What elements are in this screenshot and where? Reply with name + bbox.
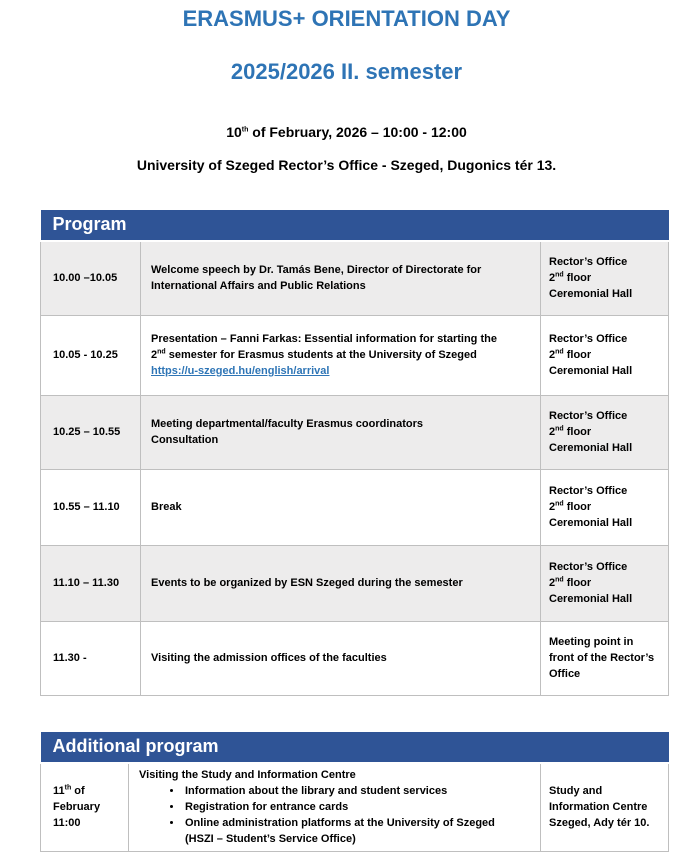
- description-text: Visiting the admission offices of the faculties: [151, 652, 387, 664]
- additional-program-table: [40, 732, 669, 852]
- additional-table-title: Additional program: [41, 732, 669, 763]
- time-cell: [41, 545, 141, 621]
- location-text: Study and Information Centre Szeged, Ady tér 10.: [549, 785, 650, 829]
- description-text: Presentation – Fanni Farkas: Essential information for starting the 2nd semester for Erasmus students at the University of Szeged: [151, 333, 497, 361]
- location-text: Meeting point in front of the Rector’s Office: [549, 636, 655, 680]
- description-text: Meeting departmental/faculty Erasmus coordinators Consultation: [151, 418, 424, 446]
- time-text: 10.55 – 11.10: [53, 501, 120, 513]
- description-text: Break: [151, 501, 182, 513]
- location-cell: [541, 241, 669, 315]
- bullet-text: Information about the library and student services: [185, 784, 448, 797]
- description-cell: [129, 763, 541, 852]
- program-row: [41, 241, 669, 315]
- arrival-link[interactable]: https://u-szeged.hu/english/arrival: [151, 365, 330, 377]
- bullet-item: [183, 815, 534, 847]
- description-cell: [141, 469, 541, 545]
- time-cell: [41, 395, 141, 469]
- bullet-list: [139, 783, 534, 847]
- additional-table-head: [41, 732, 669, 763]
- bullet-text: Registration for entrance cards: [185, 800, 349, 813]
- bullet-item: [183, 783, 534, 799]
- main-title: ERASMUS+ ORIENTATION DAY: [182, 6, 511, 31]
- program-row: [41, 545, 669, 621]
- description-cell: [141, 315, 541, 395]
- description-cell: [141, 621, 541, 695]
- time-text: 11th of February 11:00: [53, 784, 101, 829]
- location-text: Rector’s Office 2nd floor Ceremonial Hall: [549, 561, 633, 605]
- location-text: Rector’s Office 2nd floor Ceremonial Hall: [549, 410, 633, 454]
- location-text: Rector’s Office 2nd floor Ceremonial Hall: [549, 333, 633, 377]
- program-row: [41, 469, 669, 545]
- bullet-text: Online administration platforms at the University of Szeged (HSZI – Student’s Service Office): [185, 816, 495, 845]
- location-cell: [541, 621, 669, 695]
- additional-table-body: [41, 763, 669, 852]
- description-text: Events to be organized by ESN Szeged during the semester: [151, 577, 463, 589]
- additional-header-row: [41, 732, 669, 763]
- time-text: 10.00 –10.05: [53, 272, 118, 285]
- location-cell: [541, 763, 669, 852]
- program-header-row: [41, 210, 669, 241]
- time-cell: [41, 763, 129, 852]
- program-row: [41, 395, 669, 469]
- semester-title: 2025/2026 II. semester: [230, 59, 463, 84]
- location-cell: [541, 315, 669, 395]
- location-cell: [541, 469, 669, 545]
- location-text: Rector’s Office 2nd floor Ceremonial Hall: [549, 485, 633, 529]
- location-cell: [541, 395, 669, 469]
- time-cell: [41, 469, 141, 545]
- program-table-body: [41, 241, 669, 695]
- event-venue: University of Szeged Rector’s Office - Szeged, Dugonics tér 13.: [136, 157, 557, 173]
- time-text: 10.25 – 10.55: [53, 426, 121, 438]
- time-text: 11.30 -: [53, 652, 87, 664]
- description-cell: [141, 241, 541, 315]
- program-table: [40, 210, 669, 696]
- time-cell: [41, 315, 141, 395]
- bullet-item: [183, 799, 534, 815]
- description-cell: [141, 395, 541, 469]
- location-cell: [541, 545, 669, 621]
- time-cell: [41, 621, 141, 695]
- description-cell: [141, 545, 541, 621]
- program-table-head: [41, 210, 669, 241]
- location-text: Rector’s Office 2nd floor Ceremonial Hall: [549, 256, 633, 301]
- description-text: Welcome speech by Dr. Tamás Bene, Director of Directorate for International Affairs and Public Relations: [151, 264, 482, 293]
- program-row: [41, 315, 669, 395]
- time-text: 10.05 - 10.25: [53, 349, 118, 361]
- additional-heading: Visiting the Study and Information Centre: [139, 768, 356, 781]
- program-table-title: Program: [41, 210, 669, 241]
- additional-row: [41, 763, 669, 852]
- program-row: [41, 621, 669, 695]
- event-date: 10th of February, 2026 – 10:00 - 12:00: [226, 124, 467, 140]
- time-text: 11.10 – 11.30: [53, 577, 120, 589]
- time-cell: [41, 241, 141, 315]
